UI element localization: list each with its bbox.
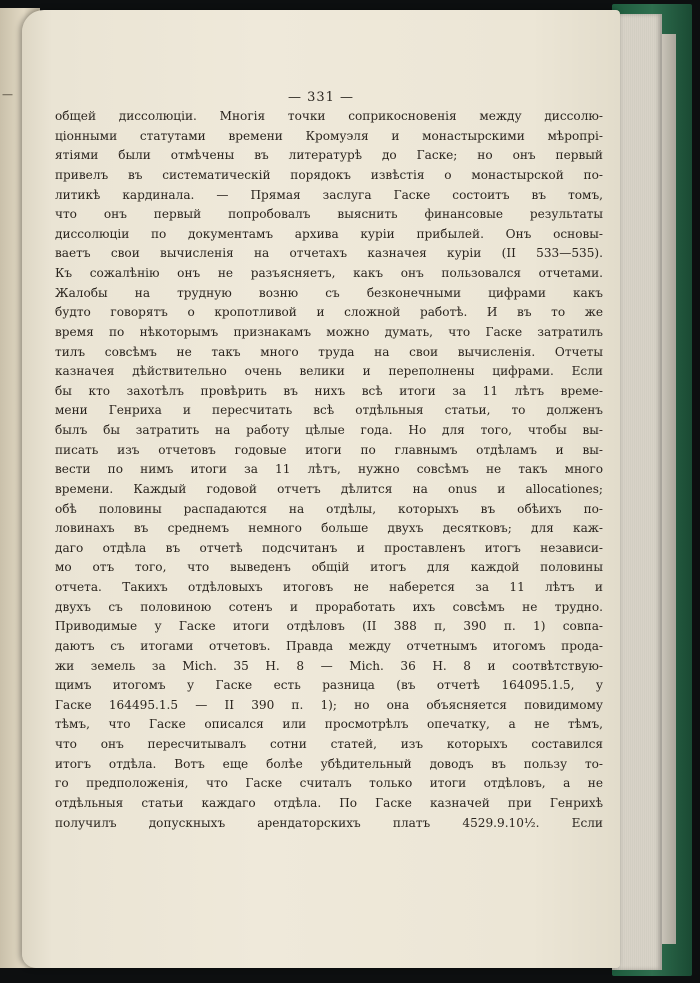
text-line: Къ сожалѣнію онъ не разъясняетъ, какъ онъ пользовался отчетами. bbox=[55, 266, 603, 280]
text-line: щимъ итогомъ у Гаске есть разница (въ отчетѣ 164095.1.5, у bbox=[55, 678, 603, 693]
text-line: диссолюціи по документамъ архива куріи прибылей. Онъ основы- bbox=[55, 226, 603, 241]
text-line: отчета. Такихъ отдѣловыхъ итоговъ не наберется за 11 лѣтъ и bbox=[55, 580, 603, 594]
text-line: жи земель за Mich. 35 H. 8 — Mich. 36 H. 8 и соотвѣтствую- bbox=[55, 658, 603, 673]
text-line: ятіями были отмѣчены въ литературѣ до Гаске; но онъ первый bbox=[55, 148, 603, 163]
text-line: ціонными статутами времени Кромуэля и монастырскими мѣропрі- bbox=[55, 128, 603, 143]
page-edges-tail bbox=[662, 34, 676, 944]
book-page bbox=[22, 10, 620, 968]
text-line: итогъ отдѣла. Вотъ еще болѣе убѣдительный доводъ въ пользу то- bbox=[55, 756, 603, 771]
text-line: обѣ половины распадаются на отдѣлы, которыхъ въ обѣихъ по- bbox=[55, 501, 603, 516]
text-line: тѣмъ, что Гаске описался или просмотрѣлъ опечатку, а не тѣмъ, bbox=[55, 717, 603, 732]
text-line: Жалобы на трудную возню съ безконечными цифрами какъ bbox=[55, 285, 603, 300]
text-line: времени. Каждый годовой отчетъ дѣлится на onus и allocationes; bbox=[55, 481, 603, 496]
text-line: будто говорятъ о кропотливой и сложной работѣ. И въ то же bbox=[55, 305, 603, 320]
text-line: получилъ допускныхъ арендаторскихъ платъ 4529.9.10½. Если bbox=[55, 815, 603, 830]
text-line: Гаске 164495.1.5 — II 390 п. 1); но она объясняется повидимому bbox=[55, 697, 603, 712]
text-line: общей диссолюціи. Многія точки соприкосновенія между диссолю- bbox=[55, 109, 603, 123]
text-line: что онъ пересчитывалъ сотни статей, изъ которыхъ составился bbox=[55, 737, 603, 751]
text-line: мо отъ того, что выведенъ общій итогъ для каждой половины bbox=[55, 560, 603, 575]
text-line: тилъ совсѣмъ не такъ много труда на свои вычисленія. Отчеты bbox=[55, 344, 603, 359]
page-body-text bbox=[55, 107, 603, 833]
facing-text-fragment: — bbox=[2, 88, 13, 101]
text-line: Приводимые у Гаске итоги отдѣловъ (II 388 п, 390 п. 1) совпа- bbox=[55, 619, 603, 634]
text-line: двухъ съ половиною сотенъ и проработать ихъ совсѣмъ не трудно. bbox=[55, 599, 603, 614]
text-line: отдѣльныя статьи каждаго отдѣла. По Гаске казначей при Генрихѣ bbox=[55, 795, 603, 810]
text-line: привелъ въ систематическій порядокъ извѣстія о монастырской по- bbox=[55, 167, 603, 182]
text-line: бы кто захотѣлъ провѣрить въ нихъ всѣ итоги за 11 лѣтъ време- bbox=[55, 383, 603, 398]
text-line: го предположенія, что Гаске считалъ только итоги отдѣловъ, а не bbox=[55, 776, 603, 791]
text-line: литикѣ кардинала. — Прямая заслуга Гаске состоитъ въ томъ, bbox=[55, 187, 603, 202]
text-line: вести по нимъ итоги за 11 лѣтъ, нужно совсѣмъ не такъ много bbox=[55, 462, 603, 477]
text-line: ловинахъ въ среднемъ немного больше двухъ десятковъ; для каж- bbox=[55, 521, 603, 536]
text-line: даютъ съ итогами отчетовъ. Правда между отчетнымъ итогомъ прода- bbox=[55, 638, 603, 653]
text-line: даго отдѣла въ отчетѣ подсчитанъ и проставленъ итогъ независи- bbox=[55, 540, 603, 555]
page-number: — 331 — bbox=[287, 90, 355, 105]
text-line: мени Генриха и пересчитать всѣ отдѣльныя статьи, то долженъ bbox=[55, 403, 603, 418]
text-line: былъ бы затратить на работу цѣлые года. Но для того, чтобы вы- bbox=[55, 423, 603, 437]
text-line: время по нѣкоторымъ признакамъ можно думать, что Гаске затратилъ bbox=[55, 324, 603, 339]
text-line: казначея дѣйствительно очень велики и переполнены цифрами. Если bbox=[55, 364, 603, 379]
text-line: писать изъ отчетовъ годовые итоги по главнымъ отдѣламъ и вы- bbox=[55, 442, 603, 457]
text-line: что онъ первый попробовалъ выяснить финансовые результаты bbox=[55, 207, 603, 222]
text-line: ваетъ свои вычисленія на отчетахъ казначея куріи (II 533—535). bbox=[55, 246, 603, 261]
